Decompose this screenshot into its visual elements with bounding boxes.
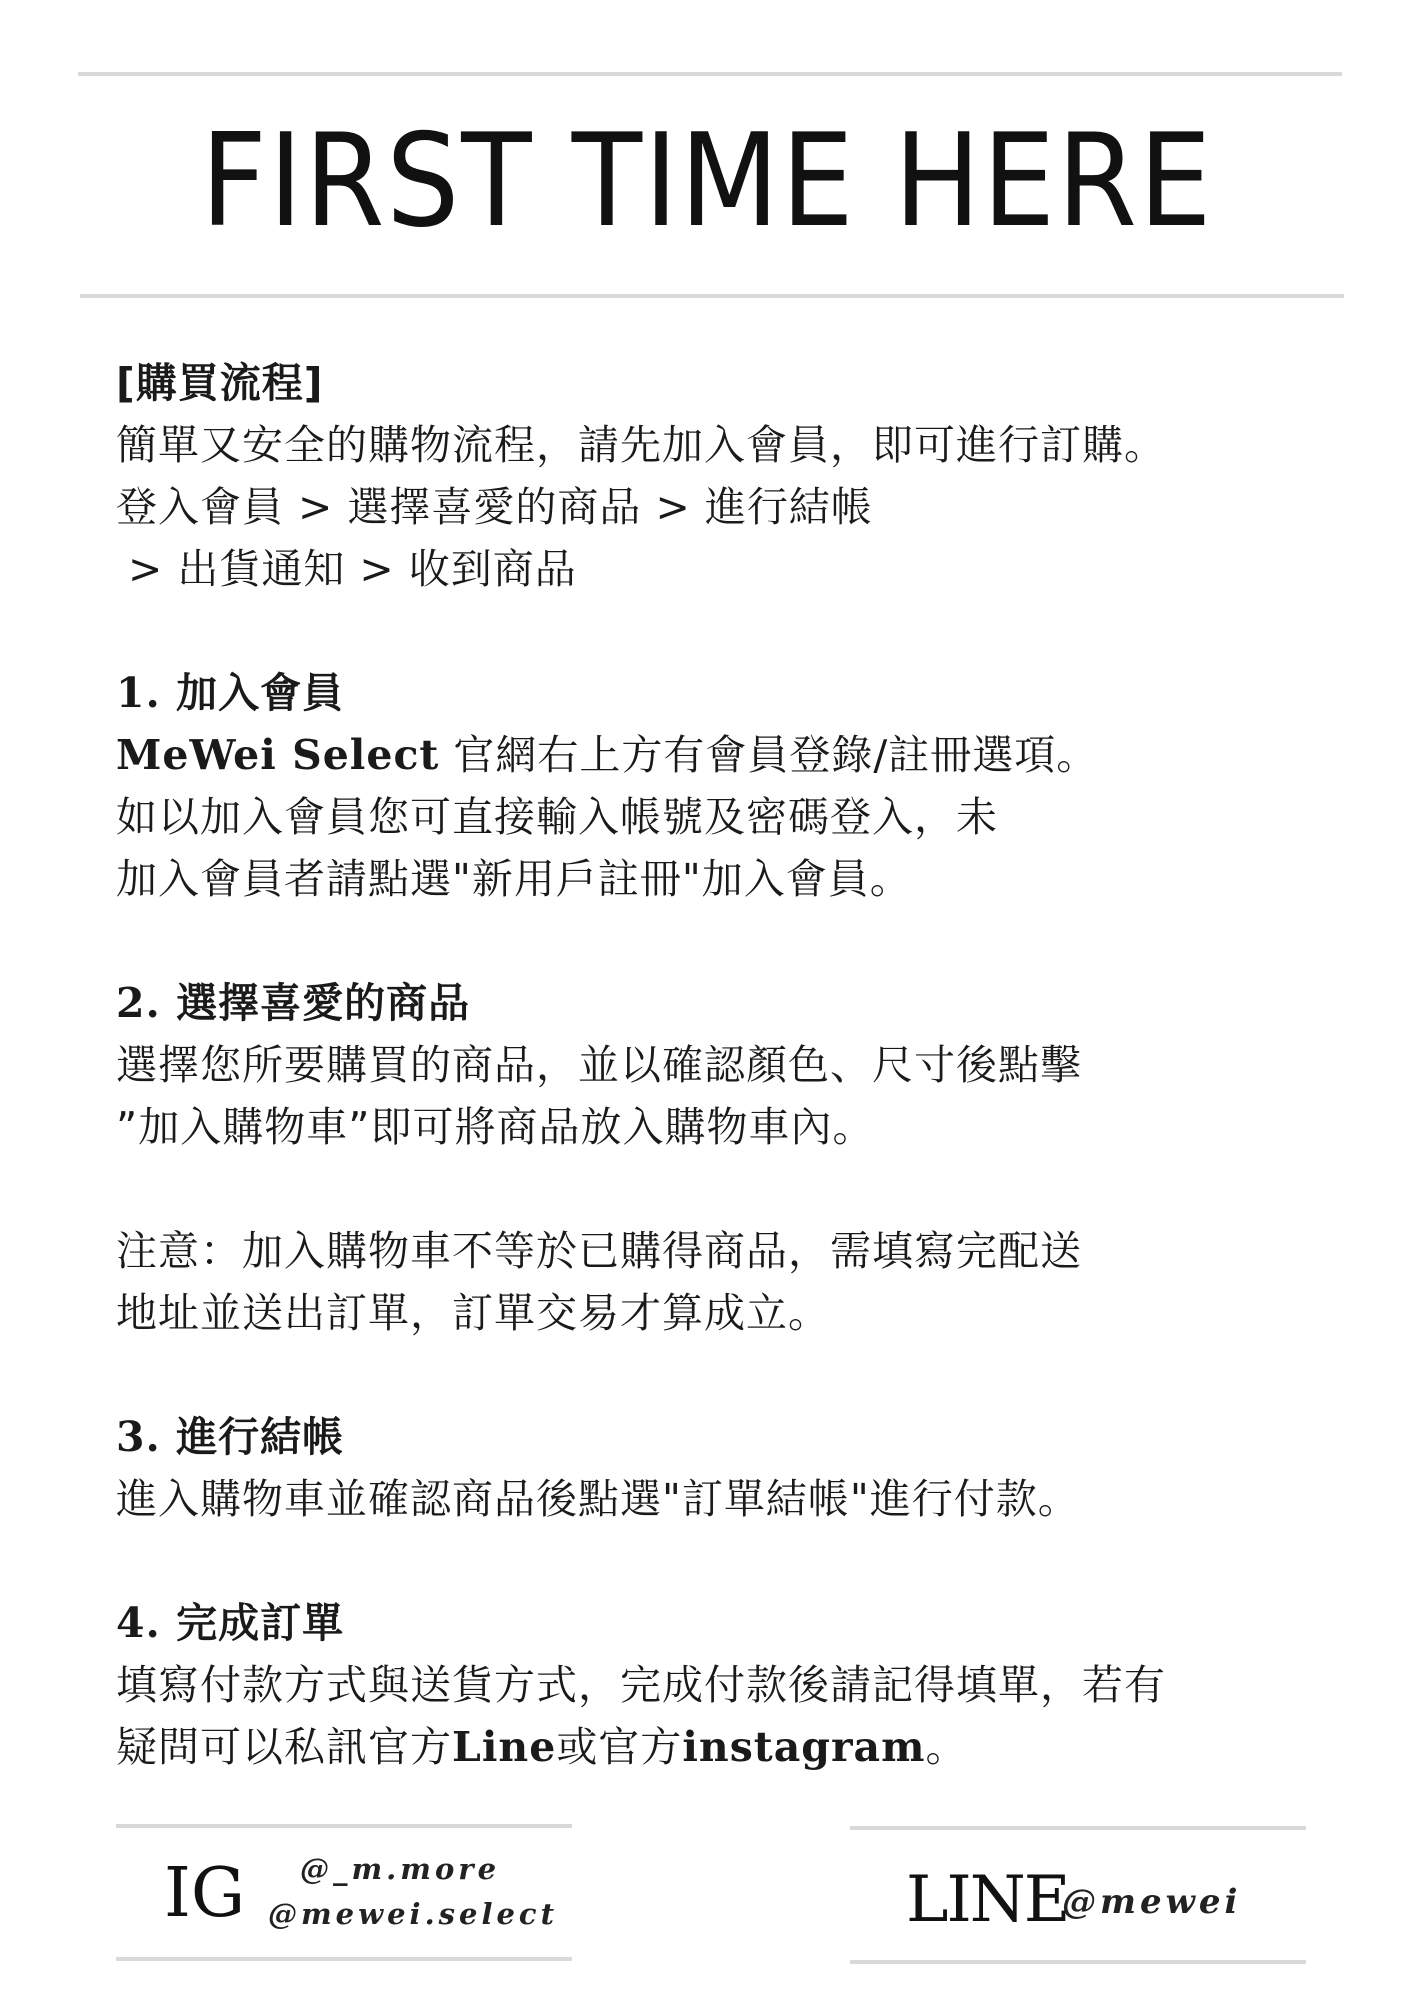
step-4-text: 疑問可以私訊官方 — [116, 1723, 452, 1771]
step-2-number: 2. — [116, 979, 161, 1027]
note-line: 注意：加入購物車不等於已購得商品，需填寫完配送 — [116, 1227, 1082, 1275]
title-divider — [80, 294, 1344, 298]
step-2-heading — [116, 972, 1316, 1034]
step-3-number: 3. — [116, 1413, 161, 1461]
ig-bottom-divider — [116, 1957, 572, 1961]
line-handle[interactable]: @mewei — [1062, 1882, 1242, 1922]
ig-handle-secondary[interactable]: @mewei.select — [268, 1897, 558, 1931]
purchase-flow-heading: [購買流程] — [116, 359, 324, 407]
ig-label: IG — [164, 1854, 246, 1933]
line-bottom-divider — [850, 1960, 1306, 1964]
step-1-line: 加入會員者請點選"新用戶註冊"加入會員。 — [116, 855, 912, 903]
step-1-text: 官網右上方有會員登錄/註冊選項。 — [439, 731, 1099, 779]
step-4-number: 4. — [116, 1599, 161, 1647]
step-2-title: 選擇喜愛的商品 — [176, 979, 471, 1027]
line-label: LINE — [906, 1863, 1069, 1937]
ig-handle-primary[interactable]: @_m.more — [300, 1852, 501, 1886]
step-3-section — [116, 1406, 1316, 1530]
step-2-line: 選擇您所要購買的商品，並以確認顏色、尺寸後點擊 — [116, 1041, 1082, 1089]
step-1-section — [116, 662, 1316, 910]
purchase-flow-line: 簡單又安全的購物流程，請先加入會員，即可進行訂購。 — [116, 421, 1166, 469]
step-4-heading — [116, 1592, 1316, 1654]
step-4-section — [116, 1592, 1316, 1778]
step-1-heading — [116, 662, 1316, 724]
note-line: 地址並送出訂單，訂單交易才算成立。 — [116, 1289, 830, 1337]
ig-top-divider — [116, 1824, 572, 1828]
brand-name: MeWei Select — [116, 731, 440, 779]
content-body — [116, 352, 1316, 1840]
line-app-name: Line — [452, 1723, 557, 1771]
step-3-heading — [116, 1406, 1316, 1468]
purchase-flow-line: 登入會員 > 選擇喜愛的商品 > 進行結帳 — [116, 483, 873, 531]
step-4-line: 填寫付款方式與送貨方式，完成付款後請記得填單，若有 — [116, 1661, 1166, 1709]
step-1-title: 加入會員 — [176, 669, 345, 717]
purchase-flow-section — [116, 352, 1316, 600]
step-4-title: 完成訂單 — [176, 1599, 345, 1647]
step-4-text: 。 — [925, 1723, 968, 1771]
step-1-line: 如以加入會員您可直接輸入帳號及密碼登入，未 — [116, 793, 998, 841]
step-4-line — [116, 1716, 1316, 1778]
line-top-divider — [850, 1826, 1306, 1830]
instagram-app-name: instagram — [682, 1723, 926, 1771]
step-3-line: 進入購物車並確認商品後點選"訂單結帳"進行付款。 — [116, 1475, 1080, 1523]
page-title: FIRST TIME HERE — [200, 107, 1214, 256]
note-section — [116, 1220, 1316, 1344]
step-4-text: 或官方 — [556, 1723, 683, 1771]
step-1-line — [116, 724, 1316, 786]
top-divider — [78, 72, 1342, 76]
step-1-number: 1. — [116, 669, 161, 717]
step-2-line: ”加入購物車”即可將商品放入購物車內。 — [116, 1103, 875, 1151]
purchase-flow-line: > 出貨通知 > 收到商品 — [128, 545, 577, 593]
step-3-title: 進行結帳 — [176, 1413, 345, 1461]
step-2-section — [116, 972, 1316, 1158]
